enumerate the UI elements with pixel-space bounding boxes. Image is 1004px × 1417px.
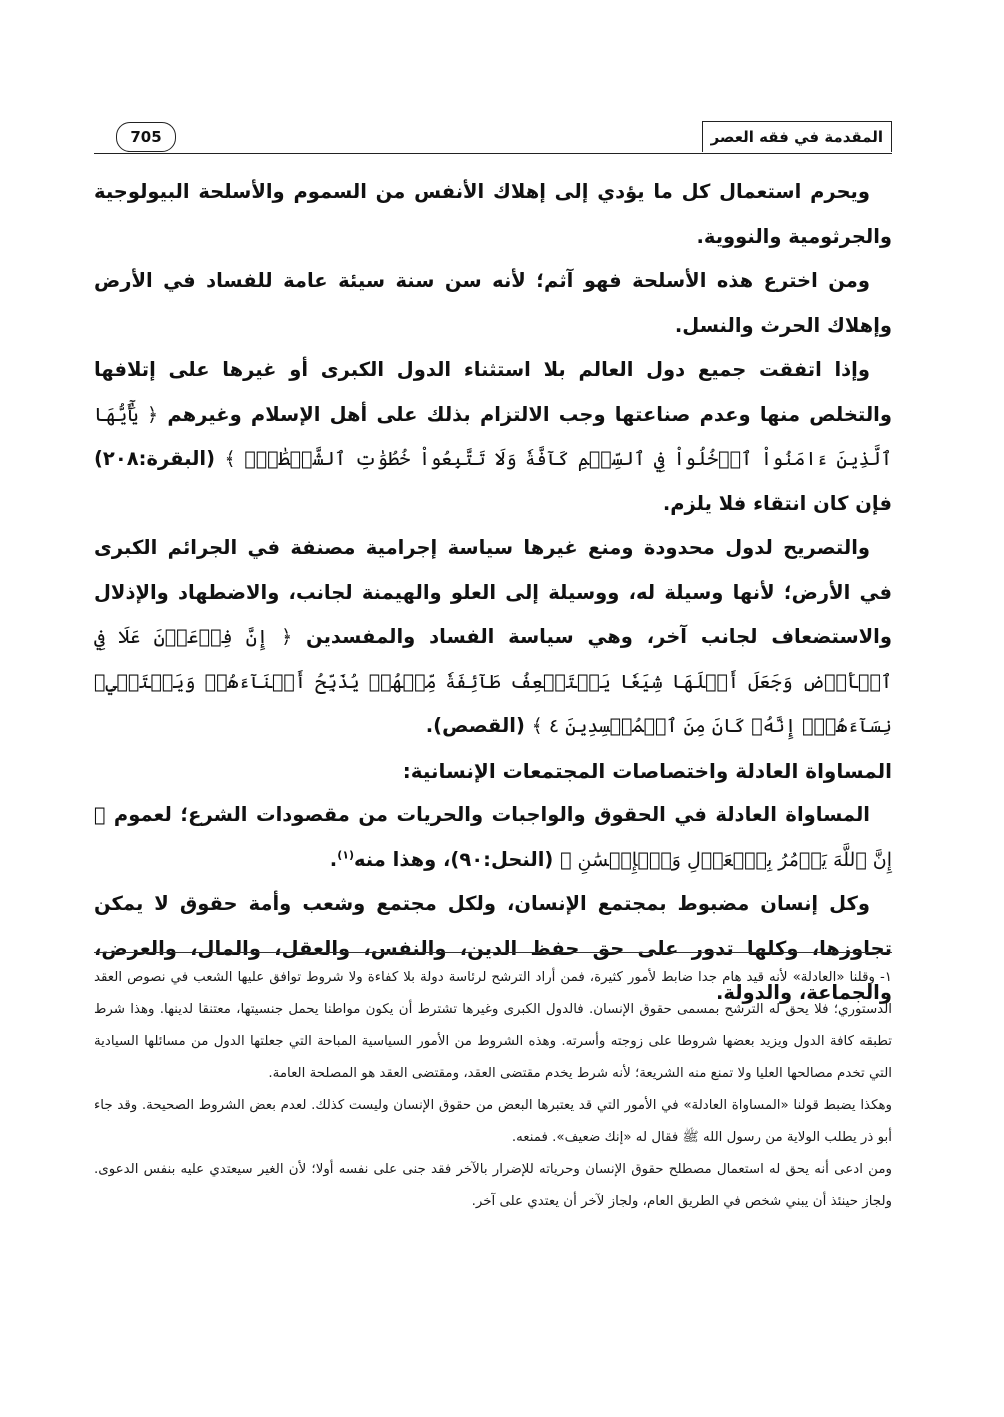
footnote: ١- وقلنا «العادلة» لأنه قيد هام جدا ضابط لأمور كثيرة، فمن أراد الترشح لرئاسة دولة بلا كفاءة ولا شروط توافق عليها الشعب في نصوص العقد الدستوري؛ فلا يحق له الترشح بمسمى حقوق الإنسان. فالدول الكبرى وغيرها تشترط أن يكون مواطنا يحمل جنسيتها، معتنقا لدينها. وهذا شرط تطبقه كافة الدول ويزيد بعضها شروطا على زوجته وأسرته. وهذه الشروط من الأمور السياسية المباحة التي جعلتها الدول من مسائلها السيادية التي تخدم مصالحها العليا ولا تمنع منه الشريعة؛ لأنه شرط يخدم مقتضى العقد، ومقتضى العقد هو المصلحة العامة. <box>94 970 892 1081</box>
paragraph-text: (البقرة:٢٠٨) فإن كان انتقاء فلا يلزم. <box>94 447 892 515</box>
footnote-reference[interactable]: (١) <box>337 848 354 861</box>
paragraph <box>94 793 892 882</box>
page-number: 705 <box>116 122 176 152</box>
main-text <box>94 170 892 1016</box>
page-header <box>94 118 892 154</box>
quran-verse: ﴿ إِنَّ ٱللَّهَ يَأۡمُرُ بِٱلۡعَدۡلِ وَٱلۡإِحۡسَٰنِ ﴾ <box>94 804 892 871</box>
paragraph <box>94 348 892 526</box>
paragraph-text: (النحل:٩٠)، وهذا منه <box>353 847 561 871</box>
footnote: وهكذا يضبط قولنا «المساواة العادلة» في الأمور التي قد يعتبرها البعض من حقوق الإنسان وليست كذلك. لعدم بعض الشروط الصحيحة. وقد جاء أبو ذر يطلب الولاية من رسول الله ﷺ فقال له «إنك ضعيف». فمنعه. <box>94 1098 892 1145</box>
running-title: المقدمة في فقه العصر <box>702 121 892 152</box>
paragraph: وكل إنسان مضبوط بمجتمع الإنسان، ولكل مجتمع وشعب وأمة حقوق لا يمكن تجاوزها، وكلها تدور على حق حفظ الدين، والنفس، والعقل، والمال، والعرض، والجماعة، والدولة. <box>94 892 892 1004</box>
paragraph-text: وإذا اتفقت جميع دول العالم بلا استثناء الدول الكبرى أو غيرها على إتلافها والتخلص منها وعدم صناعتها وجب الالتزام بذلك على أهل الإسلام وغيرهم <box>94 358 892 426</box>
paragraph <box>94 526 892 749</box>
section-heading: المساواة العادلة واختصاصات المجتمعات الإنسانية: <box>402 758 892 783</box>
header-rule <box>94 153 892 154</box>
paragraph-text: . <box>329 847 338 871</box>
footnote-divider <box>94 952 892 953</box>
quran-verse: ﴿ إِنَّ فِرۡعَوۡنَ عَلَا فِي ٱلۡأَرۡضِ وَجَعَلَ أَهۡلَهَا شِيَعٗا يَسۡتَضۡعِفُ طَآئِفَةٗ مِّنۡهُمۡ يُذَبِّحُ أَبۡنَآءَهُمۡ وَيَسۡتَحۡيِۦ نِسَآءَهُمۡۚ إِنَّهُۥ كَانَ مِنَ ٱلۡمُفۡسِدِينَ ٤ ﴾ <box>94 626 892 737</box>
paragraph-text: والتصريح لدول محدودة ومنع غيرها سياسة إجرامية مصنفة في الجرائم الكبرى في الأرض؛ لأنها وسيلة له، ووسيلة إلى العلو والهيمنة لجانب، والاضطهاد والإذلال والاستضعاف لجانب آخر، وهي سياسة الفساد والمفسدين <box>94 536 892 648</box>
paragraph: ويحرم استعمال كل ما يؤدي إلى إهلاك الأنفس من السموم والأسلحة البيولوجية والجرثومية والنووية. <box>94 180 892 248</box>
paragraph: ومن اخترع هذه الأسلحة فهو آثم؛ لأنه سن سنة سيئة عامة للفساد في الأرض وإهلاك الحرث والنسل. <box>94 269 892 337</box>
paragraph-text: المساواة العادلة في الحقوق والواجبات والحريات من مقصودات الشرع؛ لعموم <box>105 803 870 826</box>
footnote: ومن ادعى أنه يحق له استعمال مصطلح حقوق الإنسان وحرياته للإضرار بالآخر فقد جنى على نفسه أولا؛ لأن الغير سيعتدي عليه بنفس الدعوى. ولجاز حينئذ أن يبني شخص في الطريق العام، ولجاز لآخر أن يعتدي على آخر. <box>94 1162 892 1209</box>
footnotes <box>94 962 892 1218</box>
quran-verse: ﴿ يَٰٓأَيُّهَا ٱلَّذِينَ ءَامَنُواْ ٱدۡخُلُواْ فِي ٱلسِّلۡمِ كَآفَّةٗ وَلَا تَتَّبِعُواْ خُطُوَٰتِ ٱلشَّيۡطَٰنِۚ ﴾ <box>94 403 892 470</box>
paragraph-text: (القصص). <box>425 714 532 737</box>
